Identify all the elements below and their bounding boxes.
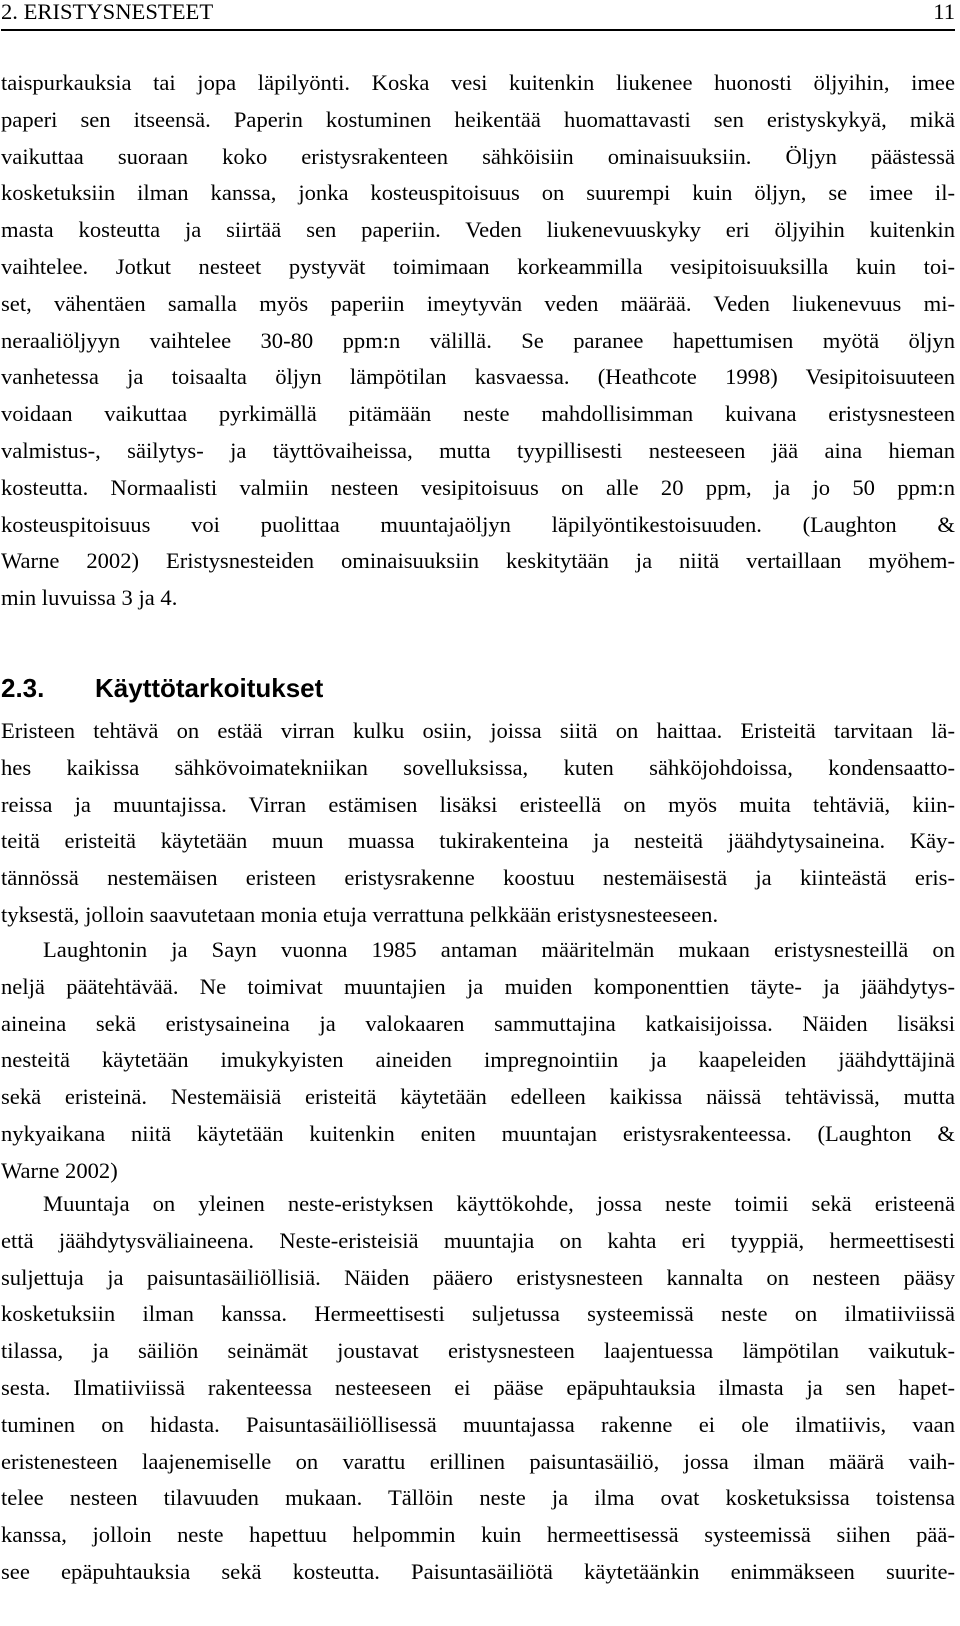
text-line: valmistus-, säilytys- ja täyttövaiheissa, mutta tyypillisesti nesteeseen jää aina hieman bbox=[1, 437, 955, 463]
text-line: masta kosteutta ja siirtää sen paperiin. Veden liukenevuuskyky eri öljyihin kuitenkin bbox=[1, 217, 955, 243]
text-line: Eristeen tehtävä on estää virran kulku osiin, joissa siitä on haittaa. Eristeitä tarvitaan lä- bbox=[1, 718, 955, 743]
text-line: että jäähdytysväliaineena. Neste-eristeisiä muuntajia on kahta eri tyyppiä, hermeettisesti bbox=[1, 1227, 955, 1253]
paragraph-1 bbox=[1, 65, 955, 617]
text-line: Warne 2002) bbox=[1, 1157, 118, 1183]
text-line: reissa ja muuntajissa. Virran estämisen lisäksi eristeellä on myös muita tehtäviä, kiin- bbox=[1, 791, 955, 817]
text-line: sekä eristeinä. Nestemäisiä eristeitä käytetään edelleen kaikissa näissä tehtävissä, mutta bbox=[1, 1084, 955, 1110]
text-line: Muuntaja on yleinen neste-eristyksen käyttökohde, jossa neste toimii sekä eristeenä bbox=[43, 1191, 955, 1216]
text-line: taispurkauksia tai jopa läpilyönti. Koska vesi kuitenkin liukenee huonosti öljyihin, imee bbox=[1, 70, 955, 95]
section-number: 2.3. bbox=[1, 673, 45, 703]
text-line: tyksestä, jolloin saavutetaan monia etuja verrattuna pelkkään eristysnesteeseen. bbox=[1, 901, 719, 927]
text-line: nesteitä käytetään imukykyisten aineiden impregnointiin ja kaapeleiden jäähdyttäjinä bbox=[1, 1047, 955, 1073]
text-line: neraaliöljyyn vaihtelee 30-80 ppm:n välillä. Se paranee hapettumisen myötä öljyn bbox=[1, 327, 955, 353]
text-line: tuminen on hidasta. Paisuntasäiliöllisessä muuntajassa rakenne ei ole ilmatiivis, vaan bbox=[1, 1411, 955, 1437]
text-line: nykyaikana niitä käytetään kuitenkin eniten muuntajan eristysrakenteessa. (Laughton & bbox=[1, 1120, 955, 1146]
text-line: eristenesteen laajenemiselle on varattu erillinen paisuntasäiliö, jossa ilman määrä vaih- bbox=[1, 1448, 955, 1474]
text-line: kosteutta. Normaalisti valmiin nesteen vesipitoisuus on alle 20 ppm, ja jo 50 ppm:n bbox=[1, 474, 955, 500]
text-line: tilassa, ja säiliön seinämät joustavat eristysnesteen laajentuessa lämpötilan vaikutuk- bbox=[1, 1338, 955, 1364]
chapter-title: 2. ERISTYSNESTEET bbox=[1, 0, 214, 24]
text-line: kosketuksiin ilman kanssa. Hermeettisesti suljetussa systeemissä neste on ilmatiiviissä bbox=[1, 1301, 955, 1327]
text-line: kanssa, jolloin neste hapettuu helpommin kuin hermeettisessä systeemissä siihen pää- bbox=[1, 1522, 955, 1548]
text-line: telee nesteen tilavuuden mukaan. Tällöin neste ja ilma ovat kosketuksissa toistensa bbox=[1, 1485, 955, 1511]
text-line: sesta. Ilmatiiviissä rakenteessa nesteeseen ei pääse epäpuhtauksia ilmasta ja sen hapet- bbox=[1, 1374, 955, 1400]
text-line: teitä eristeitä käytetään muun muassa tukirakenteina ja nesteitä jäähdytysaineina. Käy- bbox=[1, 828, 955, 854]
section-title: Käyttötarkoitukset bbox=[95, 673, 324, 703]
text-line: suljettuja ja paisuntasäiliöllisiä. Näiden pääero eristysnesteen kannalta on nesteen pääsy bbox=[1, 1264, 955, 1290]
text-line: paperi sen itseensä. Paperin kostuminen heikentää huomattavasti sen eristyskykyä, mikä bbox=[1, 106, 955, 132]
text-line: kosketuksiin ilman kanssa, jonka kosteuspitoisuus on suurempi kuin öljyn, se imee il- bbox=[1, 180, 955, 206]
text-line: vanhetessa ja toisaalta öljyn lämpötilan kasvaessa. (Heathcote 1998) Vesipitoisuuteen bbox=[1, 364, 955, 390]
text-line: set, vähentäen samalla myös paperiin imeytyvän veden määrää. Veden liukenevuus mi- bbox=[1, 290, 955, 316]
header-rule bbox=[1, 29, 955, 31]
page-number: 11 bbox=[933, 0, 955, 24]
text-line: hes kaikissa sähkövoimatekniikan sovelluksissa, kuten sähköjohdoissa, kondensaatto- bbox=[1, 754, 955, 780]
text-line: tännössä nestemäisen eristeen eristysrakenne koostuu nestemäisestä ja kiinteästä eris- bbox=[1, 865, 955, 891]
paragraph-2 bbox=[1, 713, 955, 934]
running-header bbox=[1, 0, 955, 34]
text-line: voidaan vaikuttaa pyrkimällä pitämään neste mahdollisimman kuivana eristysnesteen bbox=[1, 401, 955, 427]
text-line: neljä päätehtävää. Ne toimivat muuntajien ja muiden komponenttien täyte- ja jäähdytys- bbox=[1, 973, 955, 999]
text-line: kosteuspitoisuus voi puolittaa muuntajaöljyn läpilyöntikestoisuuden. (Laughton & bbox=[1, 511, 955, 537]
section-heading bbox=[1, 672, 323, 704]
text-line: see epäpuhtauksia sekä kosteutta. Paisuntasäiliötä käytetäänkin enimmäkseen suurite- bbox=[1, 1558, 955, 1584]
paragraph-3 bbox=[1, 932, 955, 1190]
text-line: vaikuttaa suoraan koko eristysrakenteen sähköisiin ominaisuuksiin. Öljyn päästessä bbox=[1, 143, 955, 169]
text-line: vaihtelee. Jotkut nesteet pystyvät toimimaan korkeammilla vesipitoisuuksilla kuin toi- bbox=[1, 253, 955, 279]
document-page bbox=[1, 0, 955, 1584]
text-line: min luvuissa 3 ja 4. bbox=[1, 585, 178, 611]
paragraph-4 bbox=[1, 1186, 955, 1591]
text-line: Warne 2002) Eristysnesteiden ominaisuuksiin keskitytään ja niitä vertaillaan myöhem- bbox=[1, 548, 955, 574]
text-line: Laughtonin ja Sayn vuonna 1985 antaman määritelmän mukaan eristysnesteillä on bbox=[43, 937, 955, 962]
text-line: aineina sekä eristysaineina ja valokaaren sammuttajina katkaisijoissa. Näiden lisäksi bbox=[1, 1010, 955, 1036]
